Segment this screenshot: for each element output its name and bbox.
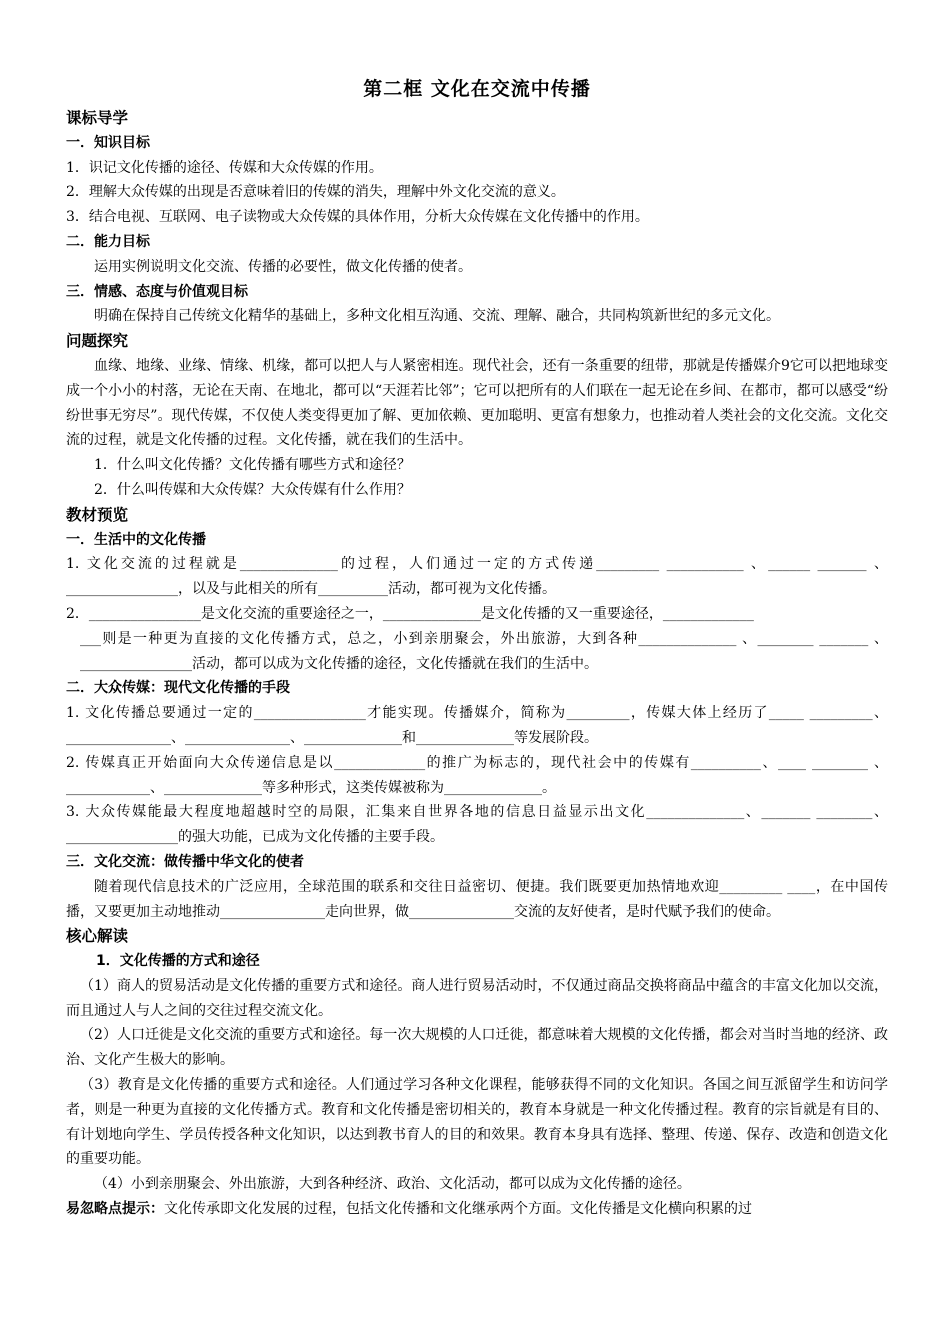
- inquiry-question: 1．什么叫文化传播？文化传播有哪些方式和途径？: [94, 457, 411, 474]
- page-title: 第二框 文化在交流中传播: [363, 78, 591, 100]
- knowledge-goal-heading: 一．知识目标: [66, 134, 150, 151]
- knowledge-goal-item: 1．识记文化传播的途径、传媒和大众传媒的作用。: [66, 159, 383, 176]
- fill-blank-item: 随着现代信息技术的广泛应用，全球范围的联系和交往日益密切、便捷。我们既要更加热情地欢迎_________ ____，在中国传播，又要更加主动地推动_______________走向世界，做_______________交流的友好使者，是时代赋予我们的使命。: [66, 878, 888, 920]
- preview-subheading-3: 三．文化交流：做传播中华文化的使者: [66, 853, 304, 870]
- section-heading-guide: 课标导学: [66, 109, 129, 127]
- tip-label: 易忽略点提示：: [66, 1201, 164, 1218]
- section-heading-preview: 教材预览: [66, 505, 129, 524]
- core-item: （3）教育是文化传播的重要方式和途径。人们通过学习各种文化课程，能够获得不同的文化知识。各国之间互派留学生和访问学者，则是一种更为直接的文化传播方式。教育和文化传播是密切相关的，教育本身就是一种文化传播过程。教育的宗旨就是有目的、有计划地向学生、学员传授各种文化知识，以达到教书育人的目的和效果。教育本身具有选择、整理、传递、保存、改造和创造文化的重要功能。: [66, 1077, 888, 1168]
- ability-goal-text: 运用实例说明文化交流、传播的必要性，做文化传播的使者。: [94, 258, 472, 275]
- core-item: （2）人口迁徙是文化交流的重要方式和途径。每一次大规模的人口迁徙，都意味着大规模的文化传播，都会对当时当地的经济、政治、文化产生极大的影响。: [66, 1027, 888, 1069]
- fill-blank-item: 3. 大众传媒能最大程度地超越时空的局限，汇集来自世界各地的信息日益显示出文化______________、_______ ________、________________的强大功能，已成为文化传播的主要手段。: [66, 804, 888, 846]
- fill-blank-item: 2．________________是文化交流的重要途径之一，______________是文化传播的又一重要途径，_____________: [66, 605, 754, 622]
- emotion-goal-heading: 三．情感、态度与价值观目标: [66, 283, 248, 300]
- fill-blank-item: 1. 文化交流的过程就是______________的过程，人们通过一定的方式传递_________ ___________ 、______ _______ 、 ________________，以及与此相关的所有__________活动，都可视为文化传播。: [66, 556, 888, 598]
- fill-blank-item: 2. 传媒真正开始面向大众传递信息是以_____________的推广为标志的，现代社会中的传媒有__________、____ ________ 、____________、______________等多种形式，这类传媒被称为______________。: [66, 754, 888, 796]
- core-item: （4）小到亲朋聚会、外出旅游，大到各种经济、政治、文化活动，都可以成为文化传播的途径。: [94, 1176, 691, 1193]
- section-heading-core: 核心解读: [66, 927, 129, 946]
- emotion-goal-text: 明确在保持自己传统文化精华的基础上，多种文化相互沟通、交流、理解、融合，共同构筑新世纪的多元文化。: [94, 308, 780, 325]
- knowledge-goal-item: 3．结合电视、互联网、电子读物或大众传媒的具体作用，分析大众传媒在文化传播中的作用。: [66, 209, 649, 226]
- tip-text: 文化传承即文化发展的过程，包括文化传播和文化继承两个方面。文化传播是文化横向积累的过: [164, 1201, 752, 1218]
- knowledge-goal-item: 2．理解大众传媒的出现是否意味着旧的传媒的消失，理解中外文化交流的意义。: [66, 184, 565, 201]
- preview-subheading-1: 一．生活中的文化传播: [66, 531, 206, 548]
- preview-subheading-2: 二．大众传媒：现代文化传播的手段: [66, 680, 290, 697]
- tip-paragraph: [66, 1197, 888, 1222]
- section-heading-inquiry: 问题探究: [66, 332, 129, 351]
- inquiry-paragraph: 血缘、地缘、业缘、情缘、机缘，都可以把人与人紧密相连。现代社会，还有一条重要的纽带，那就是传播媒介9它可以把地球变成一个小小的村落，无论在天南、在地北，都可以“天涯若比邻”；它可以把所有的人们联在一起无论在乡间、在都市，都可以感受“纷纷世事无穷尽”。现代传媒，不仅使人类变得更加了解、更加依赖、更加聪明、更富有想象力，也推动着人类社会的文化交流。文化交流的过程，就是文化传播的过程。文化传播，就在我们的生活中。: [66, 357, 888, 449]
- fill-blank-item: 1. 文化传播总要通过一定的________________才能实现。传播媒介，简称为_________，传媒大体上经历了_____ _________、_______________、_______________、______________和______________等发展阶段。: [66, 705, 888, 746]
- inquiry-question: 2．什么叫传媒和大众传媒？大众传媒有什么作用？: [94, 481, 411, 498]
- core-item: （1）商人的贸易活动是文化传播的重要方式和途径。商人进行贸易活动时，不仅通过商品交换将商品中蕴含的丰富文化加以交流，而且通过人与人之间的交往过程交流文化。: [66, 977, 888, 1019]
- fill-blank-item-continued: ___则是一种更为直接的文化传播方式，总之，小到亲朋聚会，外出旅游，大到各种______________ 、________ _______ 、________________活动，都可以成为文化传播的途径，文化传播就在我们的生活中。: [80, 630, 888, 672]
- core-subheading: 1．文化传播的方式和途径: [96, 953, 260, 970]
- ability-goal-heading: 二．能力目标: [66, 233, 150, 250]
